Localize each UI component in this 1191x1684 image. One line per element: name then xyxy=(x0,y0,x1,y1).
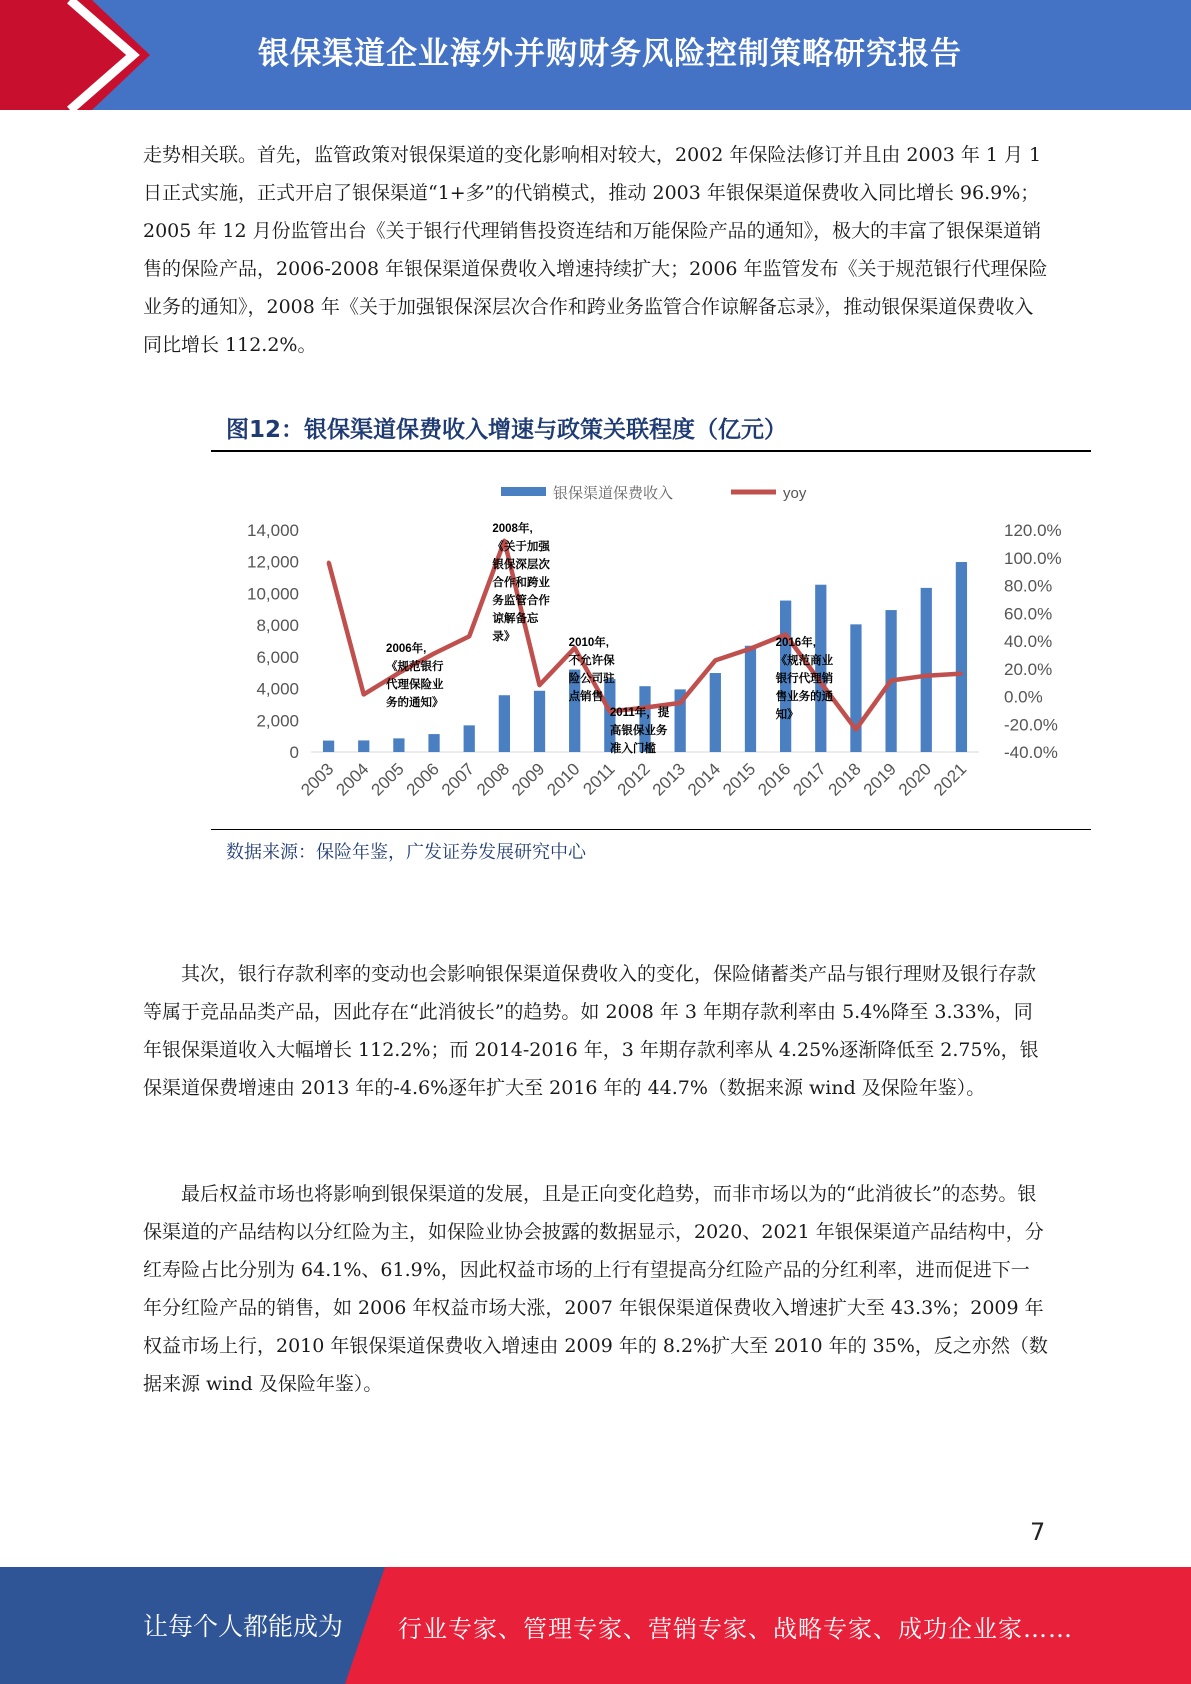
yoy-point-2007 xyxy=(468,635,471,638)
y-right-tick-label: -20.0% xyxy=(1004,715,1058,735)
page-number: 7 xyxy=(1030,1518,1046,1546)
y-right-tick-label: -40.0% xyxy=(1004,743,1058,762)
bar-2015 xyxy=(745,646,756,752)
y-right-tick-label: 60.0% xyxy=(1004,604,1053,624)
x-tick-label-2019: 2019 xyxy=(859,759,900,800)
bar-2020 xyxy=(921,588,932,752)
annotation-line: 务监管合作 xyxy=(492,595,550,607)
bar-2009 xyxy=(534,691,545,752)
bar-2006 xyxy=(428,734,439,752)
y-left-tick-label: 8,000 xyxy=(256,616,299,636)
yoy-point-2016 xyxy=(784,633,787,636)
x-tick-label-2008: 2008 xyxy=(473,759,514,800)
annotation-line: 准入门槛 xyxy=(609,743,656,755)
annotation-2008 xyxy=(492,521,550,643)
annotation-line: 2016年, xyxy=(775,637,816,649)
bar-2007 xyxy=(464,725,475,752)
y-right-tick-label: 40.0% xyxy=(1004,632,1053,651)
annotation-line: 银保深层次 xyxy=(492,559,550,571)
y-left-tick-label: 4,000 xyxy=(256,679,299,699)
paragraph-policy: 走势相关联。首先，监管政策对银保渠道的变化影响相对较大，2002 年保险法修订并且由 2003 年 1 月 1 日正式实施，正式开启了银保渠道“1+多”的代销模式，推动 2003 年银保渠道保费收入同比增长 96.9%；2005 年 12 月份监管出台《关于银行代理销售投资连结和万能保险产品的通知》，极大的丰富了银保渠道销售的保险产品，2006-2008 年银保渠道保费收入增速持续扩大；2006 年监管发布《关于规范银行代理保险业务的通知》，2008 年《关于加强银保深层次合作和跨业务监管合作谅解备忘录》，推动银保渠道保费收入同比增长 112.2%。 xyxy=(143,144,1048,356)
yoy-point-2021 xyxy=(960,672,963,675)
report-title: 银保渠道企业海外并购财务风险控制策略研究报告 xyxy=(258,36,962,72)
paragraph-equity-market: 最后权益市场也将影响到银保渠道的发展，且是正向变化趋势，而非市场以为的“此消彼长”的态势。银保渠道的产品结构以分红险为主，如保险业协会披露的数据显示，2020、2021 年银保渠道产品结构中，分红寿险占比分别为 64.1%、61.9%，因此权益市场的上行有望提高分红险产品的分红利率，进而促进下一年分红险产品的销售，如 2006 年权益市场大涨，2007 年银保渠道保费收入增速扩大至 43.3%；2009 年权益市场上行，2010 年银保渠道保费收入增速由 2009 年的 8.2%扩大至 2010 年的 35%，反之亦然（数据来源 wind 及保险年鉴）。 xyxy=(143,1183,1048,1395)
annotation-line: 《规范商业 xyxy=(775,655,834,667)
legend-label-bars: 银保渠道保费收入 xyxy=(553,485,674,502)
annotation-line: 《关于加强 xyxy=(492,541,550,553)
annotation-line: 不允许保 xyxy=(568,655,615,667)
footer-slogan-left: 让每个人都能成为 xyxy=(143,1612,344,1641)
y-right-tick-label: 0.0% xyxy=(1004,687,1043,707)
yoy-point-2009 xyxy=(538,684,541,687)
x-tick-label-2015: 2015 xyxy=(719,759,760,800)
annotation-line: 险公司驻 xyxy=(568,673,615,685)
annotation-line: 代理保险业 xyxy=(386,679,444,691)
y-left-tick-label: 2,000 xyxy=(256,711,299,731)
y-right-tick-label: 20.0% xyxy=(1004,659,1053,679)
annotation-line: 2008年, xyxy=(492,523,533,535)
y-left-tick-label: 0 xyxy=(289,743,299,762)
x-tick-label-2009: 2009 xyxy=(508,759,549,800)
x-tick-label-2007: 2007 xyxy=(437,759,479,800)
annotation-line: 2010年, xyxy=(568,637,609,649)
annotation-line: 高银保业务 xyxy=(609,725,668,737)
annotation-line: 点销售 xyxy=(568,691,604,703)
y-right-tick-label: 100.0% xyxy=(1004,548,1062,568)
legend-swatch-bars xyxy=(501,487,546,496)
y-left-tick-label: 14,000 xyxy=(247,521,299,540)
paragraph-interest-rate: 其次，银行存款利率的变动也会影响银保渠道保费收入的变化，保险储蓄类产品与银行理财及银行存款等属于竞品品类产品，因此存在“此消彼长”的趋势。如 2008 年 3 年期存款利率由 5.4%降至 3.33%，同年银保渠道收入大幅增长 112.2%；而 2014-2016 年，3 年期存款利率从 4.25%逐渐降低至 2.75%，银保渠道保费增速由 2013 年的-4.6%逐年扩大至 2016 年的 44.7%（数据来源 wind 及保险年鉴）。 xyxy=(143,963,1039,1099)
legend-label-line: yoy xyxy=(783,485,807,502)
x-tick-label-2011: 2011 xyxy=(579,759,619,799)
bar-2021 xyxy=(956,562,967,752)
figure-title: 图12：银保渠道保费收入增速与政策关联程度（亿元） xyxy=(226,417,788,443)
bar-2008 xyxy=(499,695,510,752)
x-tick-label-2005: 2005 xyxy=(367,759,408,800)
figure-source: 数据来源：保险年鉴，广发证券发展研究中心 xyxy=(226,842,586,863)
x-tick-label-2013: 2013 xyxy=(648,759,689,800)
yoy-point-2015 xyxy=(749,647,752,650)
annotation-line: 《规范银行 xyxy=(386,661,444,673)
x-tick-label-2018: 2018 xyxy=(824,759,865,800)
page-footer xyxy=(0,1567,1191,1684)
y-right-tick-label: 120.0% xyxy=(1004,521,1062,540)
yoy-point-2018 xyxy=(854,728,857,731)
x-tick-label-2016: 2016 xyxy=(754,759,795,800)
x-tick-label-2014: 2014 xyxy=(683,759,725,800)
x-tick-label-2003: 2003 xyxy=(297,759,338,800)
bar-2014 xyxy=(710,673,721,752)
annotation-line: 银行代理销 xyxy=(775,673,834,685)
x-tick-label-2021: 2021 xyxy=(930,759,971,800)
bar-2017 xyxy=(815,585,826,752)
annotation-line: 合作和跨业 xyxy=(492,577,550,589)
x-tick-label-2010: 2010 xyxy=(543,759,584,800)
annotation-line: 2006年, xyxy=(386,643,427,655)
yoy-point-2013 xyxy=(679,701,682,704)
x-tick-label-2004: 2004 xyxy=(332,759,373,800)
annotation-line: 知》 xyxy=(775,709,799,721)
chart xyxy=(211,452,1091,825)
figure-bottom-rule xyxy=(211,829,1091,830)
annotation-2011 xyxy=(610,705,670,755)
yoy-point-2003 xyxy=(327,561,330,564)
yoy-point-2004 xyxy=(362,693,365,696)
y-right-tick-label: 80.0% xyxy=(1004,576,1053,596)
yoy-point-2014 xyxy=(714,659,717,662)
yoy-point-2006 xyxy=(433,652,436,655)
x-tick-label-2017: 2017 xyxy=(789,759,830,800)
bar-2005 xyxy=(393,738,404,752)
annotation-line: 录》 xyxy=(492,631,516,643)
yoy-point-2019 xyxy=(890,679,893,682)
footer-slogan-right: 行业专家、管理专家、营销专家、战略专家、成功企业家…… xyxy=(398,1615,1073,1643)
y-left-tick-label: 10,000 xyxy=(247,584,299,604)
bar-2004 xyxy=(358,740,369,752)
x-tick-label-2006: 2006 xyxy=(402,759,443,800)
y-left-tick-label: 6,000 xyxy=(256,647,299,667)
annotation-line: 售业务的通 xyxy=(775,691,834,703)
yoy-point-2020 xyxy=(925,674,928,677)
x-tick-label-2012: 2012 xyxy=(613,759,654,800)
annotation-line: 务的通知》 xyxy=(386,697,444,709)
page-header xyxy=(0,0,1191,110)
bar-2018 xyxy=(850,624,861,752)
x-tick-label-2020: 2020 xyxy=(894,759,936,800)
figure-12 xyxy=(211,410,1091,864)
annotation-line: 谅解备忘 xyxy=(492,613,539,625)
annotation-line: 2011年，提 xyxy=(609,707,670,719)
y-left-tick-label: 12,000 xyxy=(247,552,299,572)
bar-2003 xyxy=(323,741,334,752)
